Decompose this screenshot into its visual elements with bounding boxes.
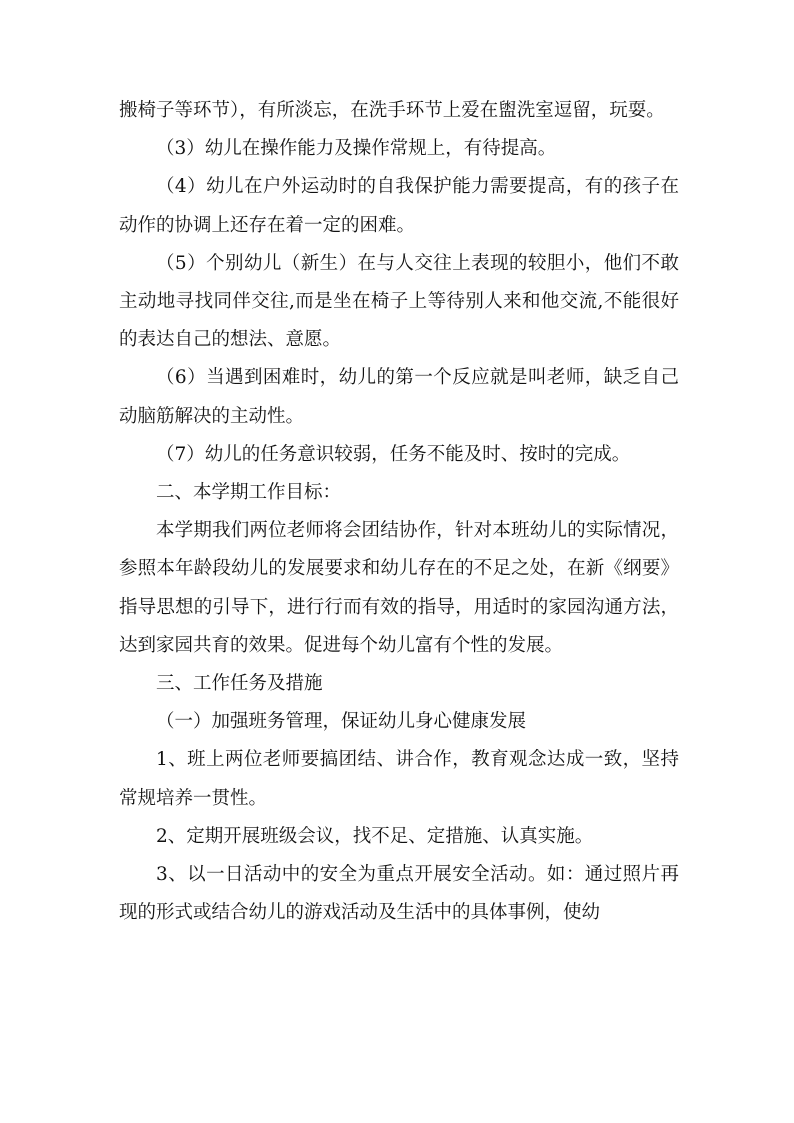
paragraph-item-3: （3）幼儿在操作能力及操作常规上，有待提高。	[156, 138, 557, 160]
paragraph-measure-2: 2、定期开展班级会议，找不足、定措施、认真实施。	[156, 825, 594, 847]
paragraph-measure-3: 3、以一日活动中的安全为重点开展安全活动。如：通过照片再现的形式或结合幼儿的游戏活动及生活中的具体事例，使幼	[119, 864, 679, 924]
paragraph-goals: 本学期我们两位老师将会团结协作，针对本班幼儿的实际情况，参照本年龄段幼儿的发展要求和幼儿存在的不足之处，在新《纲要》指导思想的引导下，进行行而有效的指导，用适时的家园沟通方法，达到家园共育的效果。促进每个幼儿富有个性的发展。	[119, 520, 679, 656]
paragraph-item-5: （5）个别幼儿（新生）在与人交往上表现的较胆小，他们不敢主动地寻找同伴交往,而是坐在椅子上等待别人来和他交流,不能很好的表达自己的想法、意愿。	[119, 252, 679, 351]
document-body	[119, 92, 679, 932]
section-heading-goals: 二、本学期工作目标：	[156, 482, 342, 504]
section-heading-tasks: 三、工作任务及措施	[156, 673, 323, 695]
paragraph-measure-1: 1、班上两位老师要搞团结、讲合作，教育观念达成一致，坚持常规培养一贯性。	[119, 749, 679, 809]
paragraph-item-4: （4）幼儿在户外运动时的自我保护能力需要提高，有的孩子在动作的协调上还存在着一定的困难。	[119, 176, 679, 236]
paragraph-item-7: （7）幼儿的任务意识较弱，任务不能及时、按时的完成。	[156, 443, 631, 465]
paragraph-item-6: （6）当遇到困难时，幼儿的第一个反应就是叫老师，缺乏自己动脑筋解决的主动性。	[119, 367, 679, 427]
paragraph-continued: 搬椅子等环节），有所淡忘，在洗手环节上爱在盥洗室逗留，玩耍。	[119, 100, 665, 121]
subsection-heading-management: （一）加强班务管理，保证幼儿身心健康发展	[156, 711, 527, 733]
